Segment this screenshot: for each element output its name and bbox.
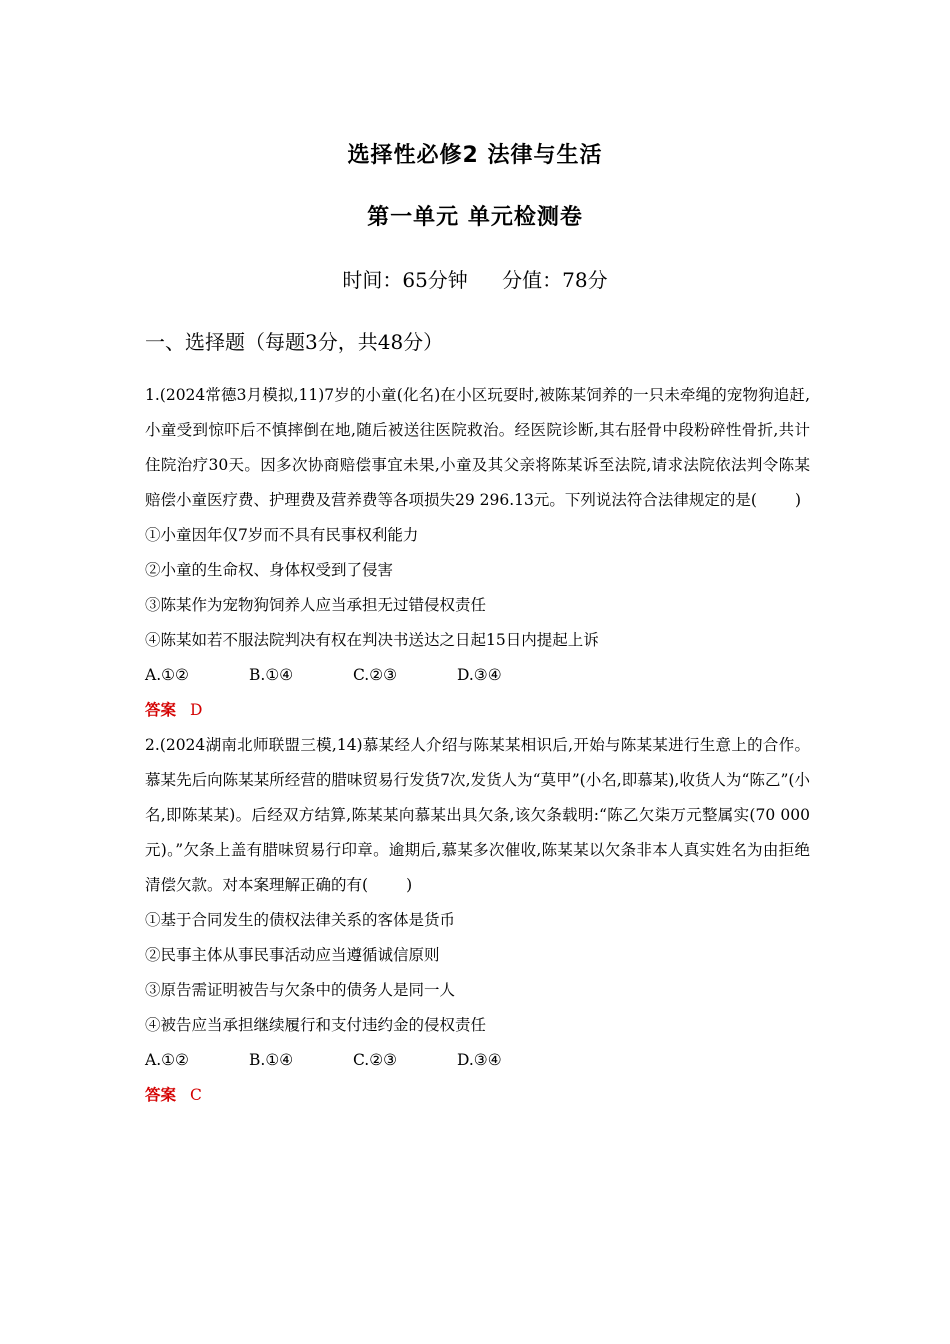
question-2 xyxy=(145,728,810,1113)
answer-line xyxy=(145,1078,810,1113)
choice-b: B.①④ xyxy=(249,666,294,684)
document-title: 选择性必修2 法律与生活 xyxy=(347,143,603,168)
choice-a: A.①② xyxy=(145,1051,189,1069)
choice-row xyxy=(145,1043,810,1078)
option-item: ④陈某如若不服法院判决有权在判决书送达之日起15日内提起上诉 xyxy=(145,631,599,649)
choice-d: D.③④ xyxy=(457,1051,502,1069)
exam-meta xyxy=(0,264,950,293)
unit-title: 第一单元 单元检测卷 xyxy=(367,205,583,230)
question-stem-text: 1.(2024常德3月模拟,11)7岁的小童(化名)在小区玩耍时,被陈某饲养的一只未牵绳的宠物狗追赶,小童受到惊吓后不慎摔倒在地,随后被送往医院救治。经医院诊断,其右胫骨中段粉碎性骨折,共计住院治疗30天。因多次协商赔偿事宜未果,小童及其父亲将陈某诉至法院,请求法院依法判令陈某赔偿小童医疗费、护理费及营养费等各项损失29 296.13元。下列说法符合法律规定的是( xyxy=(145,386,810,509)
option-item: ②小童的生命权、身体权受到了侵害 xyxy=(145,561,394,579)
question-stem xyxy=(145,728,810,903)
option-item: ③原告需证明被告与欠条中的债务人是同一人 xyxy=(145,981,456,999)
option-item: ②民事主体从事民事活动应当遵循诚信原则 xyxy=(145,946,440,964)
choice-a: A.①② xyxy=(145,666,189,684)
option-item: ①小童因年仅7岁而不具有民事权利能力 xyxy=(145,526,419,544)
choice-c: C.②③ xyxy=(353,666,398,684)
question-stem-close: ) xyxy=(406,876,413,894)
option-item: ③陈某作为宠物狗饲养人应当承担无过错侵权责任 xyxy=(145,596,487,614)
answer-label: 答案 xyxy=(145,701,177,719)
exam-score: 分值：78分 xyxy=(502,268,608,292)
section-heading: 一、选择题（每题3分，共48分） xyxy=(145,330,444,354)
choice-d: D.③④ xyxy=(457,666,502,684)
answer-label: 答案 xyxy=(145,1086,177,1104)
choice-c: C.②③ xyxy=(353,1051,398,1069)
question-1 xyxy=(145,378,810,728)
questions-container xyxy=(145,378,810,1113)
answer-value: C xyxy=(190,1086,202,1104)
exam-time: 时间：65分钟 xyxy=(342,268,468,292)
choice-row xyxy=(145,658,810,693)
option-item: ④被告应当承担继续履行和支付违约金的侵权责任 xyxy=(145,1016,487,1034)
question-stem xyxy=(145,378,810,518)
question-stem-close: ) xyxy=(794,491,801,509)
choice-b: B.①④ xyxy=(249,1051,294,1069)
question-stem-text: 2.(2024湖南北师联盟三模,14)慕某经人介绍与陈某某相识后,开始与陈某某进行生意上的合作。慕某先后向陈某某所经营的腊味贸易行发货7次,发货人为“莫甲”(小名,即慕某),收货人为“陈乙”(小名,即陈某某)。后经双方结算,陈某某向慕某出具欠条,该欠条载明:“陈乙欠柒万元整属实(70 000元)。”欠条上盖有腊味贸易行印章。逾期后,慕某多次催收,陈某某以欠条非本人真实姓名为由拒绝清偿欠款。对本案理解正确的有( xyxy=(145,736,810,894)
option-item: ①基于合同发生的债权法律关系的客体是货币 xyxy=(145,911,456,929)
answer-value: D xyxy=(190,701,203,719)
answer-line xyxy=(145,693,810,728)
